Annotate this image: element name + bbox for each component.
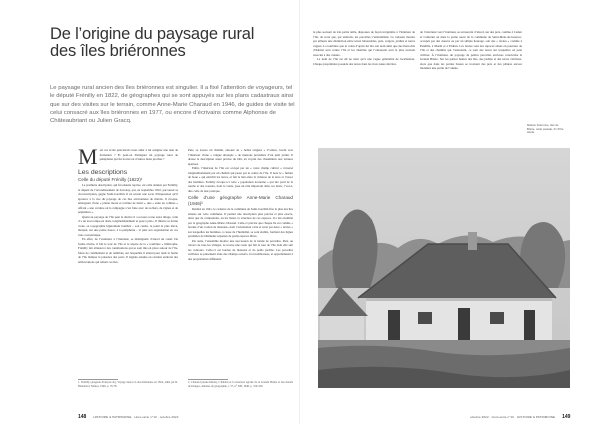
photo-caption: Maison briéronne, îles de Brière, carte postale, fin XIXe siècle.	[527, 123, 564, 135]
section-heading: Les descriptions	[78, 169, 128, 176]
col2-paragraph: Puis, se trouve un chemin, entouré de « belles rangées » d’arbres, bordé vers l’intérieur d’une « rangée allongée » de maisons précédées d’un petit jardin. Il dresse la description assez précise du bâti, en voyant des chaumières aux toitures épaisses.	[188, 148, 293, 166]
right-column-2	[420, 30, 522, 142]
title-line-1: De l’origine du paysage rural	[50, 25, 255, 43]
right-folio	[470, 405, 570, 423]
footnote-1: 1. Frénilly (Auguste-François de), Voyage dans la Loire-Inférieure en 1822, édité par R. Blanchard, Nantes, 1946, p. 76-78.	[78, 381, 178, 388]
left-folio	[78, 405, 278, 423]
article-lede: Le paysage rural ancien des îles briéronnes est singulier. Il a fixé l’attention de voyageurs, tel le député Frénilly en 1822, de géographes qui se sont appuyés sur les plans cadastraux ainsi que sur des visites sur le terrain, comme Anne-Marie Charaud en 1946, de guides de visite tel celui consacré aux îles briéronnes en 1977, ou encore d’écrivains comme Alphonse de Châteaubriant ou Julien Gracq.	[50, 85, 295, 125]
footnote-rule	[78, 379, 118, 380]
left-column-2	[188, 148, 293, 376]
historic-photograph	[318, 148, 570, 388]
article-title	[50, 26, 300, 60]
running-head-right: octobre 2022 · Hors-série n°10 · HISTOIRE & PATRIMOINE	[470, 415, 556, 419]
page-number-right: 149	[562, 414, 571, 420]
col2-paragraph-b: Réalisé en 1941, le cadastre de la commune de Saint-Joachim fixe la plus des îles situées sur cette commune. Il permet une description plus précise et plus exacte, ainsi que de comprendre, en les lisant, la structure de ces espaces. Il a été examiné par la géographe Anne-Marie Charaud. Celle-ci précise que chaque île est comme « bordée d’un cordon de maisons» dont l’orientation varie et reste par deux « levées » sur lesquelles les hommes, à cause de l’humidité, se sont établis, formant des lignes parallèles de bâtiments séparées de petits espaces libres.	[188, 207, 293, 238]
right-column-1	[313, 30, 415, 142]
dropcap: M	[78, 148, 98, 169]
left-column-1	[78, 148, 178, 376]
subheading-charaud: Celle d’une géographe Anne-Marie Charaud (1946)²	[188, 195, 293, 206]
col1-paragraph: La première description, qui fut ensuite reprise, est celle donnée par Frénilly, le député de l’arrondissement de Savenay, qui, en septembre 1822, parcourut sa circonscription, gagne Saint-Joachim. Il en ressort une sorte d’impression qu’il éprouve à la vue du paysage de ces îles environnées de marais. Il évoque, émergeant d’une « plaine morte et revêtue de deuil », une « suite en collines » offrant « une verdure où la campagne s’est faite avec de rochers, de vignes et de pépinières ».	[78, 183, 178, 214]
right-col2-paragraph: de l’extérieur vers l’intérieur, se retrouvent d’abord, sur des prés, comme à Camer et Camerun où dans la partie ouest de la commune de Saint-Malo-de-Guersac, occupés par des douves ou par un simple hourage, soit des « levées » comme à Pendille, à Mazin et à Fédrun. Les levées sont des espaces situés en pourtour de l’île et des chemins qui l’entourent, ce sont des terres sur lesquelles on peut cultiver. À l’intérieur, un paysage de petites parcelles encloses caractérise la Grande Brière. Sur les parties hautes des îles, des jardins et des terres cultivées, alors que dans les parties basses se trouvent des prés et des pâtures encore inondées une partie de l’année.	[420, 30, 522, 70]
footnote-rule	[188, 379, 228, 380]
cottage-photo-illustration	[318, 148, 570, 388]
col2-paragraph-b: Par suite, l’ensemble montre une succession de la bande de parcelles. Puis, au travers de tous les villages, se trouve une route qui fait le tour de l’île dont elle suit les contours. Celle-ci est bordée de maisons et de petits jardins. Les parcelles cultivées se présentent dans des champs ouverts, fort nombreuses, et appartiennent à des propriétaires différents.	[188, 238, 293, 261]
col2-paragraph: Enfin, l’intérieur de l’île est occupé par un « vaste champ cultivé » traversé longitudinalement par un chemin qui passe par le centre de l’île. Il note le « fumier de boue » qui enrichit les terres, et fait le lien entre la richesse de la terre et l’essor des hommes. Frénilly évoque ici cette « population économe » qui tire parti de la tourbe et des roseaux, dont la vente, joue un rôle important dans ces lieux, c’est-à-dire celle de leur pratique.	[188, 166, 293, 193]
footnote-2: 2. Charaud (Anne-Marie), L’habitat et la structure agraire de la Grande Brière et des marais de Donges, Annales de géographie, t. 57, n° 308, 1948, p. 319-330.	[188, 381, 293, 388]
col1-paragraph: En effet, de l’extérieur à l’intérieur, se distinguent d’abord un canal. De forme étroite, il fait le tour de l’île et le sépare de la « tourbière » limitrophe. Frénilly fait allusion à des canalisations qui se sont mis en place autour de l’île, faites de comblement et de remblais, sur lesquelles il attend pour tenir la ferme de l’île indique la présence des ports. Il signale ensuite en certains endroits des embarcations qui relient ces îles.	[78, 237, 178, 264]
page-gutter	[299, 0, 300, 424]
col1-paragraph: Quant au paysage de l’île peut le décrire il a recours à une autre image, celle d’« un tout rompu en deux, longitudinalement et posé à plat». Il illustre sa forme ovale, sa topographie légèrement bombée – son centre, le point le plus élevé, marqué, sur une petite douce, à la périphérie – et puis son organisation en ces trois concentrique.	[78, 214, 178, 237]
running-head-left: HISTOIRE & PATRIMOINE · Hors-série n°10 · octobre 2022	[93, 415, 179, 419]
subheading-frenilly: Celle du député Frénilly (1822)¹	[78, 177, 143, 182]
right-col1-paragraph: le plus souvent de très petite taille, disposées de façon irrégulière à l’intérieur de l’île, de sorte que, par endroits, les parcelles s’entremêlent. Le cadastre montre par ailleurs une distinction entre terres labourables, prés, vergers, jardins et terres vagues. La tourbière que le colon d’après lui tire son nom ainsi que des lieux-dits d’habitat sont contre l’île et les chemins qui l’entourent sont le plus souvent associés à des canaux.	[313, 30, 415, 57]
title-line-2: des îles briéronnes	[50, 42, 186, 60]
intro-paragraph: ais ces écrits peuvent-ils nous aider à lui assigner une date de formation ? Et peut-on distinguer un paysage rural de pénéplaine qui fut trouvé en d’autres lieux proches ?	[99, 148, 178, 161]
page-number-left: 148	[78, 414, 87, 420]
right-col1-paragraph: Le nom de l’île est dit ne tenir qu’à une vague généralité de localisation. Chaque propriétaire possède des terres dans les trois zones décrites.	[313, 57, 415, 66]
